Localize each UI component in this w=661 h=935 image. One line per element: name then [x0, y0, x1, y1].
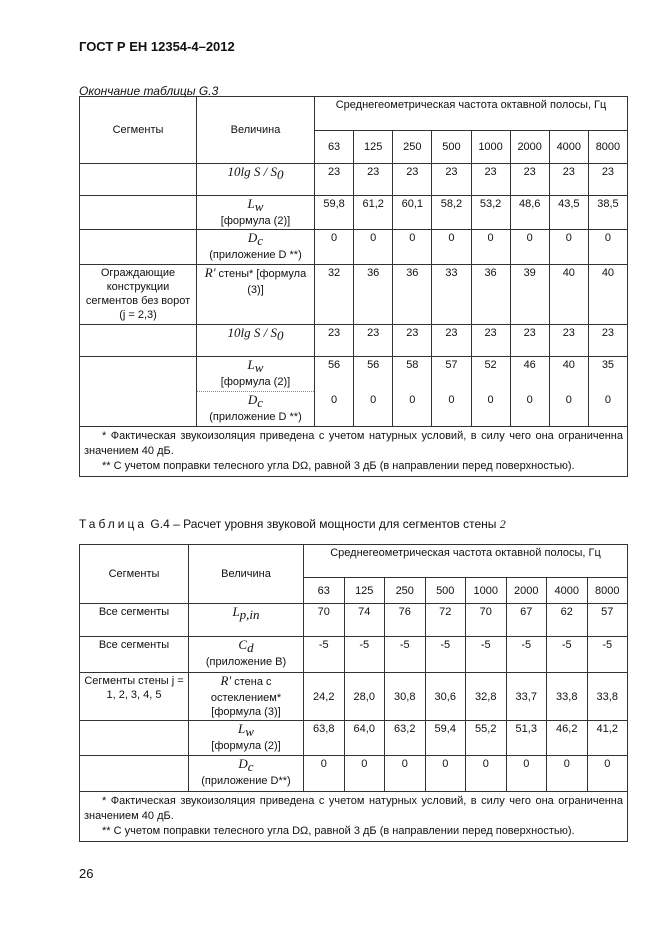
value-cell: 0 — [315, 230, 354, 265]
value-cell: 0 — [471, 230, 510, 265]
quantity-subscript: p,in — [239, 607, 260, 623]
segment-cell — [80, 392, 197, 427]
segment-cell: Ограждающие конструкции сегментов без ворот (j = 2,3) — [80, 265, 197, 325]
frequency-cell: 2000 — [510, 131, 549, 164]
table-row — [80, 604, 628, 637]
frequency-cell: 2000 — [506, 578, 547, 604]
col-header-frequency: Среднегеометрическая частота октавной полосы, Гц — [304, 545, 628, 578]
quantity-cell — [197, 230, 315, 265]
col-header-segments: Сегменты — [80, 545, 189, 604]
quantity-note: (приложение D **) — [209, 249, 302, 262]
value-cell: 64,0 — [344, 721, 385, 756]
quantity-symbol: L — [232, 604, 240, 619]
value-cell: 40 — [549, 265, 588, 325]
quantity-symbol: L — [238, 721, 246, 737]
value-cell: -5 — [466, 637, 507, 673]
quantity-cell — [197, 357, 315, 392]
value-cell: 33 — [432, 265, 471, 325]
value-cell: 30,6 — [425, 673, 466, 721]
footnotes — [80, 427, 628, 477]
frequency-cell: 250 — [393, 131, 432, 164]
value-cell: 52 — [471, 357, 510, 392]
value-cell: -5 — [506, 637, 547, 673]
value-cell: 60,1 — [393, 196, 432, 230]
value-cell: 23 — [315, 325, 354, 357]
segment-cell — [80, 357, 197, 392]
value-cell: 56 — [354, 357, 393, 392]
table-row — [80, 164, 628, 196]
value-cell: 33,7 — [506, 673, 547, 721]
frequency-cell: 4000 — [547, 578, 588, 604]
value-cell: 40 — [549, 357, 588, 392]
quantity-note: [формула (2)] — [211, 740, 281, 753]
quantity-symbol: L — [247, 357, 255, 373]
value-cell: 23 — [393, 164, 432, 196]
value-cell: 46 — [510, 357, 549, 392]
value-cell: 0 — [344, 756, 385, 792]
value-cell: 36 — [471, 265, 510, 325]
value-cell: 23 — [510, 164, 549, 196]
footnote: * Фактическая звукоизоляция приведена с учетом натурных условий, в силу чего она ограниченна значением 40 дБ. — [84, 430, 623, 458]
value-cell: 59,4 — [425, 721, 466, 756]
value-cell: 40 — [588, 265, 627, 325]
value-cell: 0 — [471, 392, 510, 427]
segment-cell: Сегменты стены j = 1, 2, 3, 4, 5 — [80, 673, 189, 721]
value-cell: 24,2 — [304, 673, 345, 721]
value-cell: 23 — [510, 325, 549, 357]
quantity-symbol: D — [238, 756, 248, 772]
quantity-cell — [189, 673, 304, 721]
value-cell: 41,2 — [587, 721, 628, 756]
table-g4 — [79, 544, 628, 842]
frequency-cell: 125 — [344, 578, 385, 604]
table1-caption: Окончание таблицы G.3 — [79, 84, 219, 98]
quantity-subscript: c — [257, 395, 264, 411]
value-cell: 0 — [315, 392, 354, 427]
value-cell: 0 — [393, 392, 432, 427]
table-row — [80, 756, 628, 792]
value-cell: -5 — [425, 637, 466, 673]
value-cell: 38,5 — [588, 196, 627, 230]
quantity-cell — [189, 637, 304, 673]
value-cell: 23 — [588, 164, 627, 196]
value-cell: 0 — [547, 756, 588, 792]
quantity-cell — [197, 325, 315, 357]
table-row — [80, 196, 628, 230]
value-cell: -5 — [547, 637, 588, 673]
value-cell: 0 — [354, 230, 393, 265]
segment-cell — [80, 721, 189, 756]
quantity-symbol: D — [247, 230, 258, 246]
quantity-cell — [189, 604, 304, 637]
value-cell: 0 — [510, 392, 549, 427]
value-cell: 70 — [466, 604, 507, 637]
frequency-cell: 8000 — [587, 578, 628, 604]
table-row — [80, 673, 628, 721]
value-cell: 74 — [344, 604, 385, 637]
quantity-note: (приложение D**) — [201, 775, 291, 788]
table-row — [80, 230, 628, 265]
value-cell: 48,6 — [510, 196, 549, 230]
footnote-row — [80, 792, 628, 842]
value-cell: 0 — [304, 756, 345, 792]
table-row — [80, 265, 628, 325]
quantity-note: [формула (2)] — [220, 215, 291, 228]
quantity-symbol: L — [247, 196, 255, 211]
segment-cell — [80, 196, 197, 230]
quantity-cell — [197, 392, 315, 427]
table-row — [80, 392, 628, 427]
value-cell: 28,0 — [344, 673, 385, 721]
value-cell: 76 — [385, 604, 426, 637]
value-cell: 53,2 — [471, 196, 510, 230]
table-row — [80, 637, 628, 673]
value-cell: -5 — [304, 637, 345, 673]
value-cell: 33,8 — [547, 673, 588, 721]
frequency-cell: 500 — [432, 131, 471, 164]
value-cell: 23 — [393, 325, 432, 357]
value-cell: 61,2 — [354, 196, 393, 230]
value-cell: 51,3 — [506, 721, 547, 756]
value-cell: 57 — [587, 604, 628, 637]
value-cell: 57 — [432, 357, 471, 392]
value-cell: 0 — [432, 392, 471, 427]
value-cell: 0 — [432, 230, 471, 265]
table2-caption-number: G.4 — [150, 517, 170, 531]
quantity-note: стены* [формула (3)] — [218, 268, 307, 297]
value-cell: 0 — [549, 230, 588, 265]
value-cell: 39 — [510, 265, 549, 325]
quantity-cell — [197, 164, 315, 196]
segment-cell — [80, 756, 189, 792]
value-cell: 36 — [354, 265, 393, 325]
table2-caption-text: – Расчет уровня звуковой мощности для сегментов стены — [173, 517, 497, 531]
value-cell: -5 — [385, 637, 426, 673]
value-cell: 46,2 — [547, 721, 588, 756]
value-cell: 23 — [549, 325, 588, 357]
footnote: ** С учетом поправки телесного угла DΩ, равной 3 дБ (в направлении перед поверхностью). — [102, 825, 575, 838]
footnotes — [80, 792, 628, 842]
col-header-segments: Сегменты — [80, 97, 197, 164]
quantity-cell — [189, 756, 304, 792]
value-cell: 36 — [393, 265, 432, 325]
value-cell: 32 — [315, 265, 354, 325]
value-cell: 59,8 — [315, 196, 354, 230]
value-cell: 30,8 — [385, 673, 426, 721]
quantity-symbol: C — [238, 637, 248, 652]
quantity-subscript: w — [254, 360, 264, 376]
table2-caption — [79, 517, 506, 532]
value-cell: 72 — [425, 604, 466, 637]
quantity-subscript: w — [245, 724, 254, 740]
segment-cell — [80, 164, 197, 196]
quantity-subscript: c — [247, 759, 254, 775]
quantity-cell — [189, 721, 304, 756]
table2-caption-wall: 2 — [499, 517, 506, 531]
value-cell: 0 — [587, 756, 628, 792]
value-cell: 0 — [510, 230, 549, 265]
quantity-subscript: d — [247, 640, 254, 656]
value-cell: 32,8 — [466, 673, 507, 721]
value-cell: 63,8 — [304, 721, 345, 756]
quantity-cell — [197, 265, 315, 325]
col-header-quantity: Величина — [189, 545, 304, 604]
table-row — [80, 721, 628, 756]
frequency-cell: 63 — [315, 131, 354, 164]
value-cell: 58,2 — [432, 196, 471, 230]
segment-cell: Все сегменты — [80, 637, 189, 673]
frequency-cell: 1000 — [466, 578, 507, 604]
value-cell: 0 — [588, 392, 627, 427]
value-cell: 0 — [506, 756, 547, 792]
footnote-row — [80, 427, 628, 477]
quantity-symbol: 10lg S / S — [227, 164, 277, 179]
value-cell: 63,2 — [385, 721, 426, 756]
quantity-symbol: D — [247, 392, 258, 408]
value-cell: 0 — [549, 392, 588, 427]
value-cell: 23 — [432, 164, 471, 196]
value-cell: 56 — [315, 357, 354, 392]
frequency-cell: 500 — [425, 578, 466, 604]
frequency-cell: 8000 — [588, 131, 627, 164]
value-cell: 33,8 — [587, 673, 628, 721]
table-row — [80, 357, 628, 392]
quantity-note: (приложение D **) — [209, 411, 302, 424]
value-cell: 0 — [466, 756, 507, 792]
col-header-frequency: Среднегеометрическая частота октавной полосы, Гц — [315, 97, 628, 131]
value-cell: 55,2 — [466, 721, 507, 756]
value-cell: 23 — [588, 325, 627, 357]
quantity-subscript: c — [257, 233, 264, 249]
segment-cell: Все сегменты — [80, 604, 189, 637]
value-cell: 0 — [425, 756, 466, 792]
value-cell: 67 — [506, 604, 547, 637]
quantity-note: стена с остеклением* [формула (3)] — [210, 676, 282, 719]
value-cell: 23 — [354, 164, 393, 196]
value-cell: 43,5 — [549, 196, 588, 230]
header-row — [80, 545, 628, 578]
value-cell: 70 — [304, 604, 345, 637]
value-cell: 23 — [471, 325, 510, 357]
quantity-cell — [197, 196, 315, 230]
quantity-note: [формула (2)] — [220, 376, 291, 389]
value-cell: -5 — [344, 637, 385, 673]
header-row — [80, 97, 628, 131]
value-cell: 0 — [393, 230, 432, 265]
quantity-note: (приложение В) — [205, 656, 287, 669]
table2-caption-prefix: Таблица — [79, 517, 148, 531]
quantity-symbol: R' — [204, 265, 216, 281]
value-cell: 62 — [547, 604, 588, 637]
page-number: 26 — [79, 866, 94, 881]
value-cell: 0 — [354, 392, 393, 427]
value-cell: 58 — [393, 357, 432, 392]
table-g3-end — [79, 96, 628, 477]
value-cell: 23 — [549, 164, 588, 196]
quantity-subscript: 0 — [276, 328, 284, 344]
footnote: ** С учетом поправки телесного угла DΩ, равной 3 дБ (в направлении перед поверхностью). — [102, 460, 575, 473]
value-cell: 35 — [588, 357, 627, 392]
frequency-cell: 125 — [354, 131, 393, 164]
frequency-cell: 4000 — [549, 131, 588, 164]
frequency-cell: 250 — [385, 578, 426, 604]
value-cell: 23 — [315, 164, 354, 196]
col-header-quantity: Величина — [197, 97, 315, 164]
value-cell: 23 — [432, 325, 471, 357]
footnote: * Фактическая звукоизоляция приведена с учетом натурных условий, в силу чего она ограниченна значением 40 дБ. — [84, 795, 623, 823]
value-cell: 0 — [588, 230, 627, 265]
quantity-subscript: w — [254, 199, 264, 215]
value-cell: 23 — [471, 164, 510, 196]
value-cell: -5 — [587, 637, 628, 673]
frequency-cell: 63 — [304, 578, 345, 604]
frequency-cell: 1000 — [471, 131, 510, 164]
value-cell: 23 — [354, 325, 393, 357]
document-header: ГОСТ Р ЕН 12354-4–2012 — [79, 39, 235, 54]
quantity-subscript: 0 — [276, 167, 284, 183]
table-row — [80, 325, 628, 357]
quantity-symbol: 10lg S / S — [227, 325, 277, 341]
value-cell: 0 — [385, 756, 426, 792]
segment-cell — [80, 230, 197, 265]
segment-cell — [80, 325, 197, 357]
quantity-symbol: R' — [220, 673, 232, 688]
